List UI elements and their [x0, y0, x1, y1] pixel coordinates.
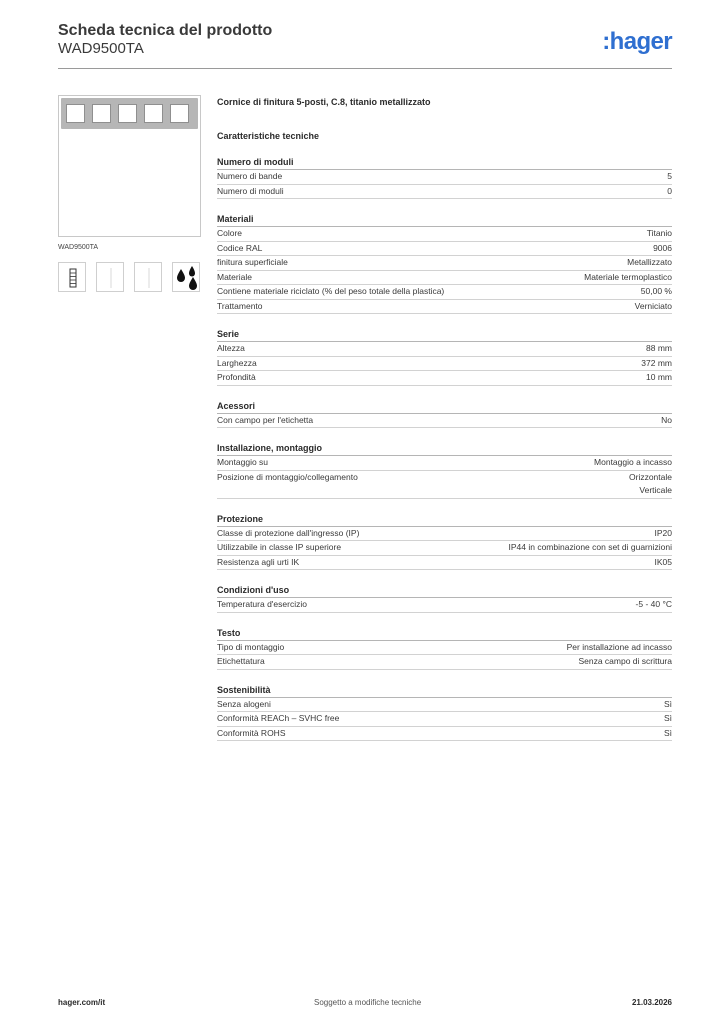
spec-label: Montaggio su: [217, 457, 269, 467]
spec-value: [655, 556, 673, 570]
spec-sections: [217, 156, 672, 741]
spec-value: [629, 471, 672, 498]
hager-logo: :hager: [602, 28, 672, 55]
blank-thumb-icon[interactable]: [96, 262, 124, 292]
spec-label: Numero di bande: [217, 171, 283, 181]
spec-value: [636, 598, 672, 612]
spec-value: [509, 541, 673, 555]
footer-date: 21.03.2026: [631, 998, 672, 1007]
spec-value: [647, 227, 672, 241]
spec-value-line: 50,00 %: [640, 286, 672, 296]
spec-content: [217, 96, 672, 741]
spec-value-line: 372 mm: [641, 357, 672, 368]
spec-value: [641, 357, 672, 371]
spec-section: [217, 584, 672, 613]
spec-value: [667, 185, 672, 199]
spec-value-line: Sì: [663, 727, 672, 738]
document-title: Scheda tecnica del prodotto: [58, 22, 273, 39]
spec-row: [217, 712, 672, 727]
spec-row: [217, 655, 672, 670]
spec-row: [217, 256, 672, 271]
spec-row: [217, 371, 672, 386]
page-header: [58, 22, 672, 70]
spec-value: [667, 170, 672, 184]
spec-value: [655, 527, 673, 541]
spec-row: [217, 727, 672, 742]
section-title: Numero di moduli: [217, 156, 672, 170]
spec-value-line: Materiale termoplastico: [584, 271, 672, 282]
spec-value: [664, 727, 672, 741]
section-title: Condizioni d'uso: [217, 584, 672, 598]
spec-row: [217, 271, 672, 286]
spec-value: [646, 371, 672, 385]
spec-value-line: 88 mm: [646, 343, 672, 353]
spec-section: [217, 400, 672, 429]
spec-section: [217, 156, 672, 199]
spec-label: Altezza: [217, 343, 245, 353]
spec-value-line: Montaggio a incasso: [594, 457, 672, 467]
product-description: Cornice di finitura 5-posti, C.8, titanio metallizzato: [217, 97, 431, 107]
spec-row: [217, 414, 672, 429]
product-image: [58, 95, 201, 237]
spec-value: [646, 342, 672, 356]
spec-row: [217, 456, 672, 471]
spec-section: [217, 627, 672, 670]
spec-value-line: Metallizzato: [627, 257, 672, 267]
section-title: Materiali: [217, 213, 672, 227]
product-code: WAD9500TA: [58, 40, 144, 57]
spec-value-line: 5: [667, 171, 672, 181]
spec-row: [217, 300, 672, 315]
characteristics-title: Caratteristiche tecniche: [217, 131, 320, 141]
blank-thumb-icon[interactable]: [134, 262, 162, 292]
spec-value: [641, 285, 672, 299]
spec-row: [217, 242, 672, 257]
spec-section: [217, 328, 672, 386]
spec-value-line: Sì: [663, 713, 672, 723]
frame-slot: [144, 104, 163, 123]
spec-row: [217, 285, 672, 300]
frame-plate-illustration: [61, 98, 198, 129]
spec-row: [217, 641, 672, 656]
spec-value-line: IP44 in combinazione con set di guarnizioni: [508, 542, 672, 552]
frame-slot: [118, 104, 137, 123]
spec-value: [661, 414, 672, 428]
spec-label: Colore: [217, 228, 243, 238]
spec-section: [217, 684, 672, 742]
section-title: Acessori: [217, 400, 672, 414]
footer-website-link[interactable]: hager.com/it: [58, 998, 106, 1007]
spec-section: [217, 213, 672, 314]
spec-value-line: Titanio: [646, 228, 672, 238]
spec-label: Con campo per l'etichetta: [217, 414, 314, 425]
spec-value-line: Senza campo di scrittura: [578, 656, 672, 666]
water-drops-icon[interactable]: [172, 262, 200, 292]
spec-value: [664, 712, 672, 726]
spec-value: [653, 242, 672, 256]
spec-label: Conformità ROHS: [217, 727, 286, 738]
spec-row: [217, 227, 672, 242]
spec-value-line: -5 - 40 °C: [635, 599, 672, 609]
spec-value-line: 0: [667, 185, 672, 196]
spec-label: Tipo di montaggio: [217, 641, 285, 652]
section-title: Serie: [217, 328, 672, 342]
spec-label: Temperatura d'esercizio: [217, 599, 307, 609]
spec-value-line: No: [661, 414, 672, 425]
spec-label: Profondità: [217, 372, 256, 382]
spec-label: Numero di moduli: [217, 185, 284, 196]
spec-value: [578, 655, 672, 669]
spec-value-line: IP20: [654, 527, 672, 538]
spec-value-line: IK05: [654, 556, 672, 567]
frame-slot: [66, 104, 85, 123]
spec-row: [217, 527, 672, 542]
section-title: Testo: [217, 627, 672, 641]
spec-label: finitura superficiale: [217, 257, 288, 267]
image-caption: WAD9500TA: [58, 244, 99, 251]
spec-label: Codice RAL: [217, 242, 263, 253]
spec-label: Resistenza agli urti IK: [217, 556, 300, 567]
spec-value-line: Verniciato: [634, 300, 672, 311]
spec-label: Materiale: [217, 271, 252, 282]
spec-row: [217, 598, 672, 613]
spec-label: Larghezza: [217, 357, 257, 368]
spec-row: [217, 471, 672, 499]
spec-value-line: Per installazione ad incasso: [566, 641, 672, 652]
spec-label: Trattamento: [217, 300, 263, 311]
spec-value-line: 9006: [653, 242, 672, 253]
header-divider: [58, 68, 672, 69]
spec-section: [217, 513, 672, 571]
spec-value: [627, 256, 672, 270]
spec-row: [217, 556, 672, 571]
spec-row: [217, 185, 672, 200]
section-title: Sostenibilità: [217, 684, 672, 698]
spec-value: [584, 271, 672, 285]
section-title: Installazione, montaggio: [217, 442, 672, 456]
spec-value: [664, 698, 672, 712]
spec-row: [217, 342, 672, 357]
spec-label: Classe di protezione dall'ingresso (IP): [217, 527, 360, 538]
spec-value-line: Orizzontale: [629, 471, 672, 482]
frame-slot: [170, 104, 189, 123]
spec-value-line: Sì: [663, 698, 672, 709]
spec-label: Utilizzabile in classe IP superiore: [217, 542, 342, 552]
frame-slot: [92, 104, 111, 123]
spec-value-line: 10 mm: [646, 372, 672, 382]
spec-value: [635, 300, 672, 314]
spec-label: Etichettatura: [217, 656, 265, 666]
spec-label: Posizione di montaggio/collegamento: [217, 471, 358, 482]
section-title: Protezione: [217, 513, 672, 527]
spec-row: [217, 541, 672, 556]
spec-value: [594, 456, 672, 470]
spec-label: Conformità REACh – SVHC free: [217, 713, 340, 723]
spec-row: [217, 698, 672, 713]
spec-row: [217, 170, 672, 185]
spec-section: [217, 442, 672, 499]
footer-disclaimer: Soggetto a modifiche tecniche: [314, 998, 422, 1007]
spec-label: Contiene materiale riciclato (% del peso totale della plastica): [217, 286, 445, 296]
module-strip-icon[interactable]: [58, 262, 86, 292]
spec-label: Senza alogeni: [217, 698, 271, 709]
spec-value-line: Verticale: [639, 485, 672, 495]
spec-row: [217, 357, 672, 372]
spec-value: [567, 641, 672, 655]
